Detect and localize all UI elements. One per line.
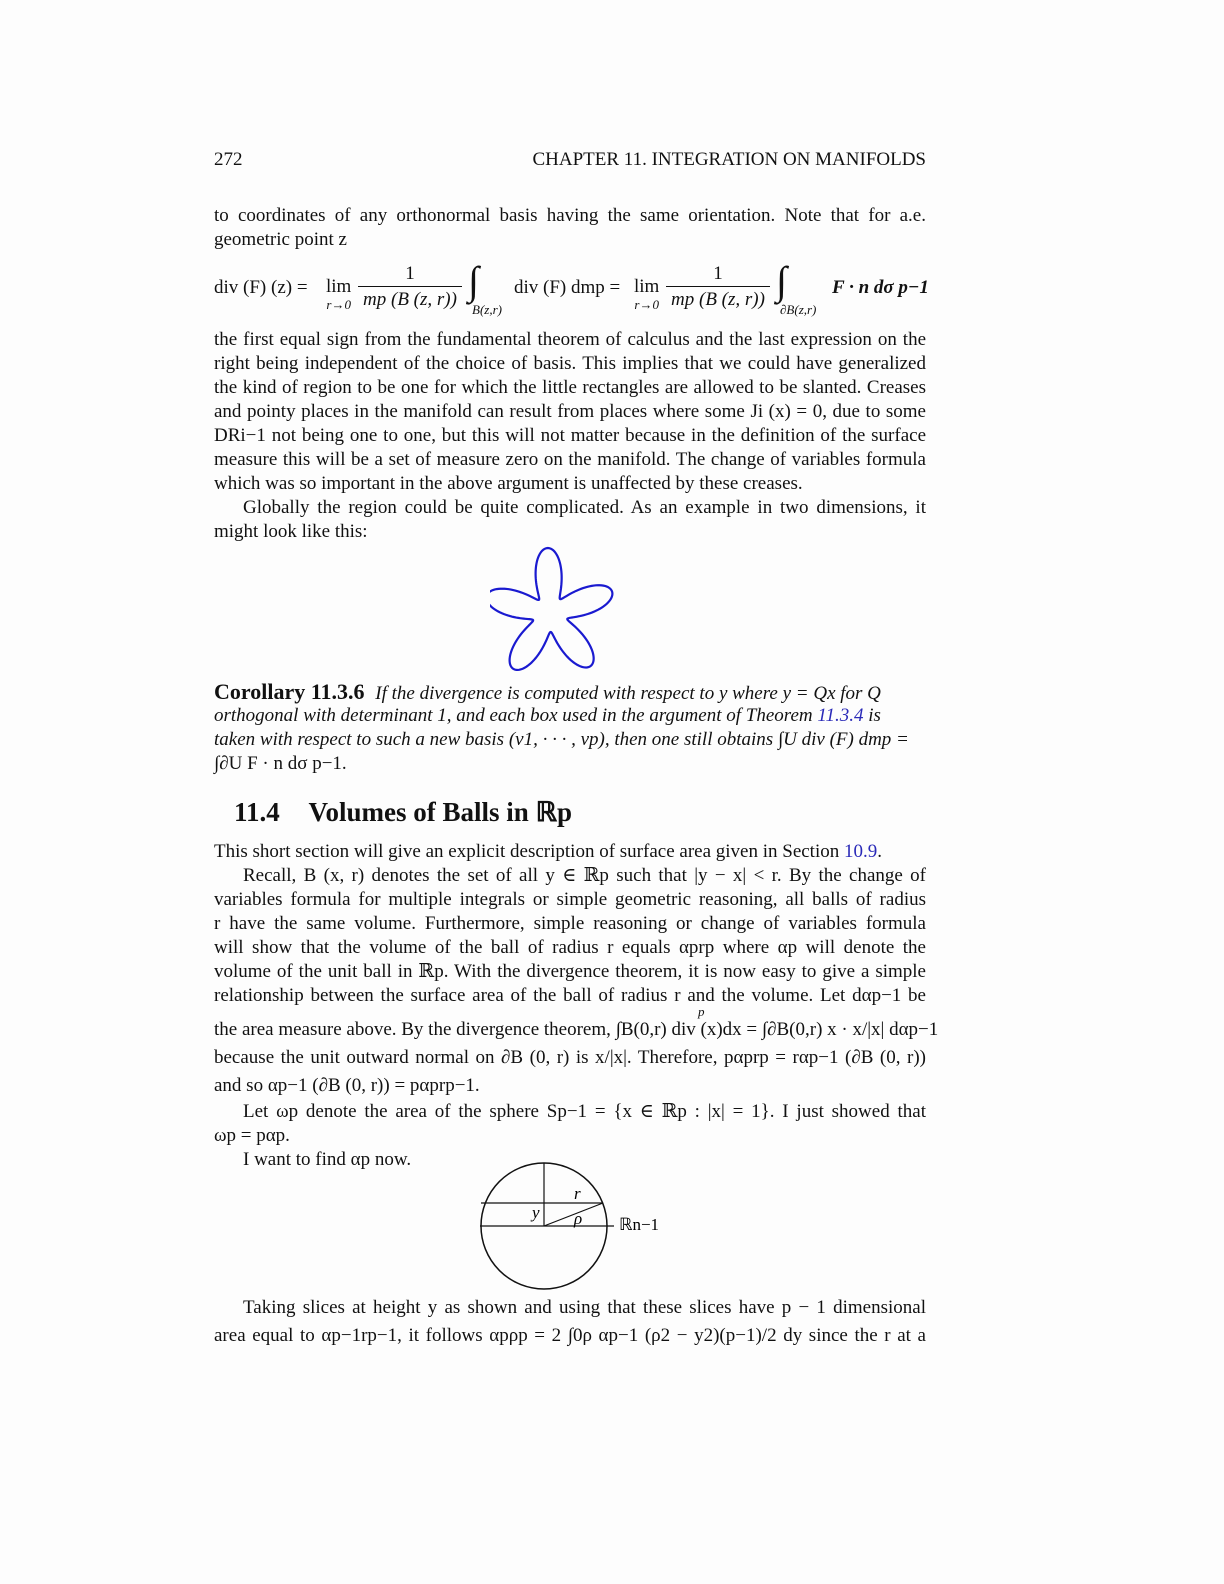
integral-sign: ∫ xyxy=(468,258,479,303)
para4-period: . xyxy=(877,841,882,862)
section-heading xyxy=(234,796,572,828)
eq1-lim2-text: lim xyxy=(634,276,660,297)
corollary-line3: taken with respect to such a new basis (v1, · · · , vp), then one still obtains ∫U div (F) dmp = xyxy=(214,729,909,750)
para5-p-above: p xyxy=(698,1004,705,1019)
para5-line2: variables formula for multiple integrals or simple geometric reasoning, all balls of radius xyxy=(214,889,926,910)
section-number: 11.4 xyxy=(234,797,280,827)
para6-line1: Let ωp denote the area of the sphere Sp−1 = {x ∈ ℝp : |x| = 1}. I just showed that xyxy=(243,1101,926,1122)
eq1-int1-sub: B(z,r) xyxy=(472,302,502,317)
eq1-rhs: F · n dσ p−1 xyxy=(832,277,929,298)
running-title: CHAPTER 11. INTEGRATION ON MANIFOLDS xyxy=(532,149,926,170)
eq1-lim1-sub: r→0 xyxy=(326,297,351,312)
para3-line2: might look like this: xyxy=(214,521,368,542)
label-y: y xyxy=(532,1203,540,1222)
para4 xyxy=(214,840,882,864)
corollary-text1: If the divergence is computed with respect to y where y = Qx for Q xyxy=(375,683,881,704)
section-title: Volumes of Balls in ℝp xyxy=(308,797,572,827)
eq1-frac2-den: mp (B (z, r)) xyxy=(671,289,765,310)
equation-divergence xyxy=(214,258,929,318)
star-region-figure xyxy=(490,540,630,686)
para5-line4: will show that the volume of the ball of radius r equals αprp where αp will denote the xyxy=(214,937,926,958)
para3-line1: Globally the region could be quite complicated. As an example in two dimensions, it xyxy=(243,497,926,518)
eq1-lim1 xyxy=(326,278,351,314)
para2-line3: the kind of region to be one for which the little rectangles are allowed to be slanted. Creases xyxy=(214,377,926,398)
para2-line1: the first equal sign from the fundamental theorem of calculus and the last expression on the xyxy=(214,329,926,350)
eq1-frac2 xyxy=(666,262,770,313)
para5-line3: r have the same volume. Furthermore, simple reasoning or change of variables formula xyxy=(214,913,926,934)
theorem-link[interactable]: 11.3.4 xyxy=(817,705,864,726)
para8-line2: area equal to αp−1rp−1, it follows αpρp = 2 ∫0ρ αp−1 (ρ2 − y2)(p−1)/2 dy since the r at a xyxy=(214,1325,926,1346)
corollary-label: Corollary 11.3.6 xyxy=(214,679,365,704)
page-number: 272 xyxy=(214,149,243,170)
eq1-frac2-num: 1 xyxy=(666,262,770,287)
eq1-lim2 xyxy=(634,278,659,314)
corollary-line2 xyxy=(214,704,881,728)
star-curve xyxy=(490,548,612,670)
para4-text: This short section will give an explicit description of surface area given in Section xyxy=(214,841,844,862)
eq1-lim1-text: lim xyxy=(326,276,352,297)
para5-line7: the area measure above. By the divergence theorem, ∫B(0,r) div (x)dx = ∫∂B(0,r) x · x/|x| dαp−1 xyxy=(214,1019,939,1040)
para2-line4: and pointy places in the manifold can result from places where some Ji (x) = 0, due to some xyxy=(214,401,926,422)
eq1-mid: div (F) dmp = xyxy=(514,277,621,298)
corollary-text2a: orthogonal with determinant 1, and each box used in the argument of Theorem xyxy=(214,705,818,726)
label-space: ℝn−1 xyxy=(619,1215,660,1234)
para1-line2: geometric point z xyxy=(214,229,347,250)
para2-line5: DRi−1 not being one to one, but this will not matter because in the definition of the surface xyxy=(214,425,926,446)
para6-line2: ωp = pαp. xyxy=(214,1125,290,1146)
eq1-lim2-sub: r→0 xyxy=(634,297,659,312)
para5-line8: because the unit outward normal on ∂B (0, r) is x/|x|. Therefore, pαprp = rαp−1 (∂B (0, r)) xyxy=(214,1047,926,1068)
label-r: r xyxy=(574,1184,581,1203)
para2-line2: right being independent of the choice of basis. This implies that we could have generalized xyxy=(214,353,926,374)
eq1-frac1 xyxy=(358,262,462,313)
corollary-line1 xyxy=(214,680,881,706)
eq1-lhs: div (F) (z) = xyxy=(214,277,308,298)
eq1-frac1-num: 1 xyxy=(358,262,462,287)
para7-line1: I want to find αp now. xyxy=(243,1149,412,1170)
para2-line7: which was so important in the above argument is unaffected by these creases. xyxy=(214,473,803,494)
para1-line1: to coordinates of any orthonormal basis having the same orientation. Note that for a.e. xyxy=(214,205,926,226)
para5-line6: relationship between the surface area of the ball of radius r and the volume. Let dαp−1 be xyxy=(214,985,926,1006)
ball-slice-figure xyxy=(470,1158,680,1298)
para8-line1: Taking slices at height y as shown and using that these slices have p − 1 dimensional xyxy=(243,1297,926,1318)
corollary-text2b: is xyxy=(863,705,881,726)
para2-line6: measure this will be a set of measure zero on the manifold. The change of variables formula xyxy=(214,449,926,470)
label-rho: ρ xyxy=(574,1209,583,1228)
para5-line9: and so αp−1 (∂B (0, r)) = pαprp−1. xyxy=(214,1075,480,1096)
para5-line5: volume of the unit ball in ℝp. With the divergence theorem, it is now easy to give a simple xyxy=(214,961,926,982)
para5-line1: Recall, B (x, r) denotes the set of all y ∈ ℝp such that |y − x| < r. By the change of xyxy=(243,865,926,886)
eq1-int2-sub: ∂B(z,r) xyxy=(780,302,817,317)
corollary-line4: ∫∂U F · n dσ p−1. xyxy=(214,753,347,774)
eq1-frac1-den: mp (B (z, r)) xyxy=(363,289,457,310)
section-link[interactable]: 10.9 xyxy=(844,841,878,862)
integral-sign: ∫ xyxy=(776,258,787,303)
